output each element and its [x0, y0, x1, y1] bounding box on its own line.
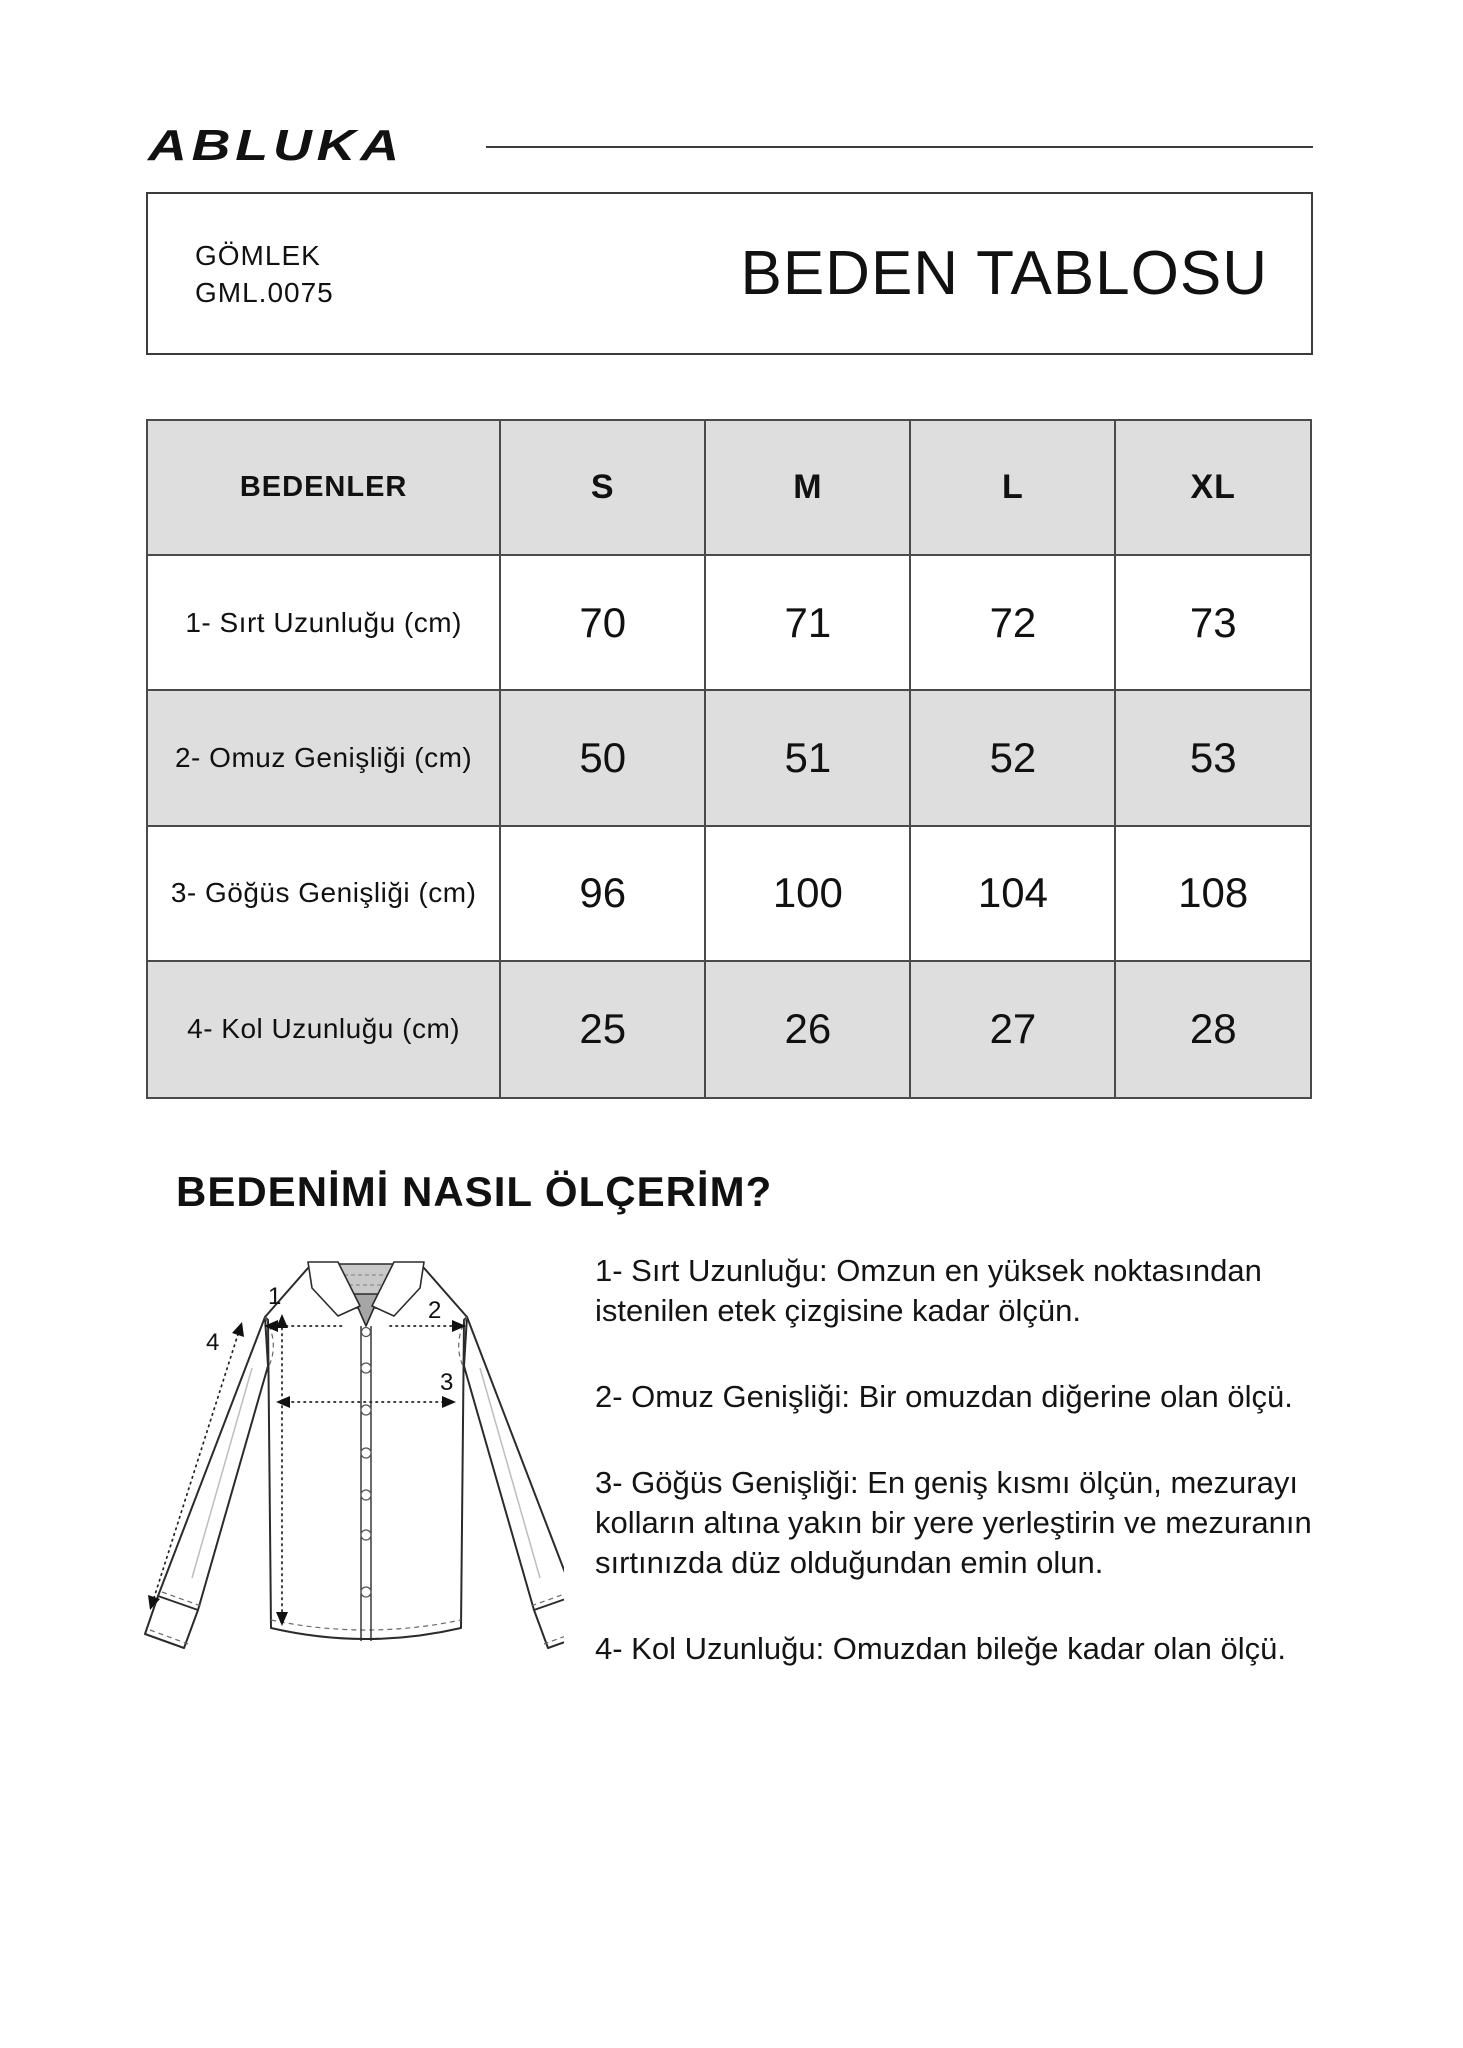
diagram-marker-2: 2 [428, 1297, 442, 1324]
instruction-2: 2- Omuz Genişliği: Bir omuzdan diğerine olan ölçü. [595, 1379, 1293, 1414]
table-row-label: 1- Sırt Uzunluğu (cm) [148, 556, 501, 691]
table-cell: 72 [911, 556, 1116, 691]
table-cell: 70 [501, 556, 706, 691]
product-info [195, 237, 334, 311]
table-cell: 25 [501, 962, 706, 1097]
table-row-label: 4- Kol Uzunluğu (cm) [148, 962, 501, 1097]
brand-header [148, 118, 1313, 174]
size-table-header-cell: XL [1116, 421, 1309, 556]
table-cell: 50 [501, 691, 706, 826]
brand-logo-wrap [148, 121, 486, 171]
table-cell: 53 [1116, 691, 1309, 826]
size-table-header-cell: L [911, 421, 1116, 556]
table-row-label: 3- Göğüs Genişliği (cm) [148, 827, 501, 962]
page-title: BEDEN TABLOSU [740, 239, 1268, 308]
header-rule-line [486, 146, 1313, 148]
table-cell: 96 [501, 827, 706, 962]
table-cell: 51 [706, 691, 911, 826]
instruction-1: 1- Sırt Uzunluğu: Omzun en yüksek noktasından istenilen etek çizgisine kadar ölçün. [595, 1253, 1262, 1328]
instruction-3: 3- Göğüs Genişliği: En geniş kısmı ölçün, mezurayı kolların altına yakın bir yere yerleştirin ve mezuranın sırtınızda düz olduğundan emin olun. [595, 1465, 1312, 1580]
table-cell: 108 [1116, 827, 1309, 962]
table-cell: 28 [1116, 962, 1309, 1097]
product-type: GÖMLEK [195, 239, 321, 271]
title-box [146, 192, 1313, 355]
how-to-heading: BEDENİMİ NASIL ÖLÇERİM? [176, 1168, 773, 1215]
diagram-marker-4: 4 [206, 1329, 220, 1356]
diagram-marker-3: 3 [440, 1369, 454, 1396]
table-row-label: 2- Omuz Genişliği (cm) [148, 691, 501, 826]
measurement-instructions [595, 1251, 1370, 1669]
size-table [146, 419, 1312, 1099]
size-table-header-cell: M [706, 421, 911, 556]
size-table-header-cell: S [501, 421, 706, 556]
table-cell: 26 [706, 962, 911, 1097]
shirt-measurement-diagram [140, 1248, 564, 1668]
table-cell: 71 [706, 556, 911, 691]
table-cell: 27 [911, 962, 1116, 1097]
table-cell: 104 [911, 827, 1116, 962]
product-code: GML.0075 [195, 276, 334, 308]
table-cell: 52 [911, 691, 1116, 826]
instruction-4: 4- Kol Uzunluğu: Omuzdan bileğe kadar olan ölçü. [595, 1631, 1287, 1666]
brand-logo: ABLUKA [148, 121, 404, 170]
table-cell: 73 [1116, 556, 1309, 691]
table-cell: 100 [706, 827, 911, 962]
diagram-marker-1: 1 [268, 1283, 282, 1310]
size-table-header-cell: BEDENLER [148, 421, 501, 556]
